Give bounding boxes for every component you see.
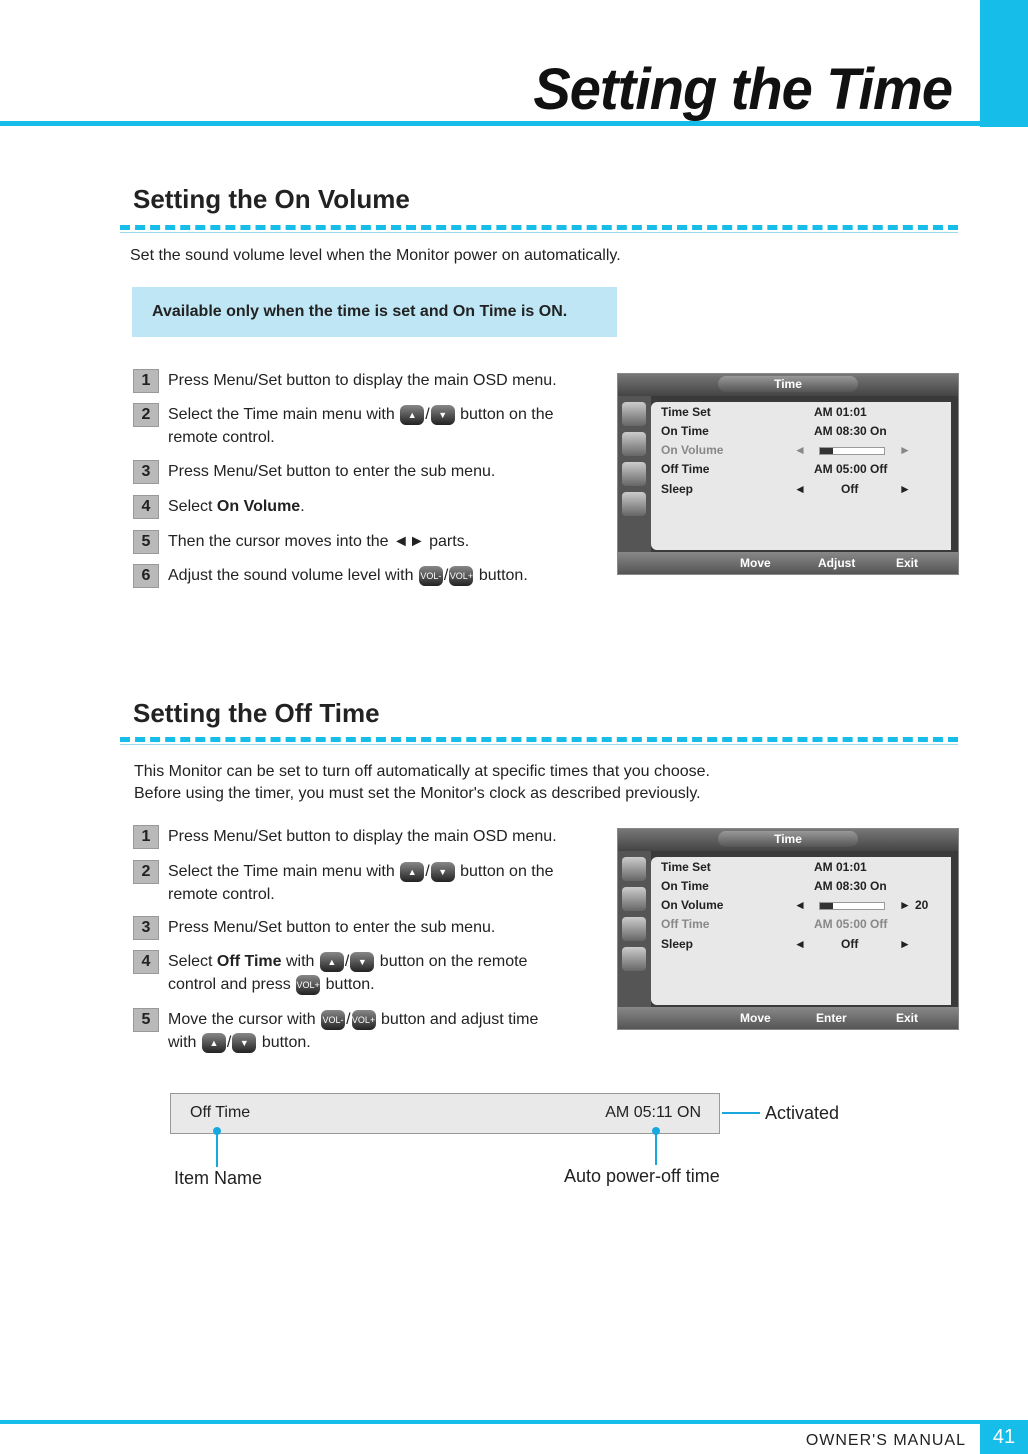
osd-footer [618,552,958,574]
osd-row-value: AM 08:30 On [814,424,887,438]
step-text: Press Menu/Set button to enter the sub menu. [168,919,496,936]
osd-footer-move: Move [740,556,771,570]
section-divider [120,225,958,230]
section-divider-line [120,232,958,233]
step-text: Press Menu/Set button to enter the sub menu. [168,463,496,480]
diagram-label-activated: Activated [765,1103,840,1123]
left-arrow-icon: ◄ [794,937,806,951]
left-arrow-icon: ◄ [794,482,806,496]
volume-slider-fill [820,448,833,454]
osd-row-value: 20 [915,898,929,912]
step-text-emphasis: Off Time [216,953,282,970]
step-text: Select the Time main menu with ▲ / ▼ button on the remote control. [168,863,554,903]
step-text-part: Select the Time main menu with [168,406,395,423]
footer-manual-label: OWNER'S MANUAL [805,1432,966,1449]
time-menu-icon [622,492,646,516]
osd-row-label: On Volume [661,898,724,912]
step-number: 1 [133,369,159,393]
osd-row-label: Sleep [661,937,694,951]
setup-menu-icon [622,917,646,941]
step-text: Adjust the sound volume level with VOL- /VOL+ button. [168,567,528,584]
section-divider [120,737,958,742]
diagram-label-auto-power-off: Auto power-off time [564,1166,720,1186]
step-number: 2 [133,403,159,427]
vol-minus-button-icon: VOL- [419,566,443,586]
page-title: Setting the Time [533,55,952,122]
step-number: 3 [133,916,159,940]
vol-plus-button-icon: VOL+ [449,566,473,586]
diagram-item-name: Off Time [190,1104,251,1121]
step-text: Press Menu/Set button to display the main OSD menu. [168,828,557,845]
down-button-icon: ▼ [431,862,455,882]
right-arrow-icon: ► [899,443,911,457]
osd-sidebar [618,396,651,552]
osd-title: Time [718,376,858,392]
step-text: Press Menu/Set button to display the main OSD menu. [168,372,557,389]
step-number: 3 [133,460,159,484]
step-number: 4 [133,950,159,974]
left-arrow-icon: ◄ [794,898,806,912]
step-number: 4 [133,495,159,519]
osd-row-label: Off Time [661,917,710,931]
up-button-icon: ▲ [400,405,424,425]
osd-row-label: On Time [661,424,709,438]
left-arrow-icon: ◄ [794,443,806,457]
osd-footer-exit: Exit [896,556,919,570]
osd-row-value: AM 05:00 Off [814,462,888,476]
step-text-part: Move the cursor with [168,1011,316,1028]
step-text-part: with [285,953,315,970]
down-button-icon: ▼ [232,1033,256,1053]
up-button-icon: ▲ [400,862,424,882]
osd-row-label: On Time [661,879,709,893]
footer-rule [0,1420,982,1424]
step-text-part: button on the [460,863,554,880]
step-text-emphasis: On Volume [216,498,301,515]
osd-row-value: AM 05:00 Off [814,917,888,931]
item-name-leader-line [216,1131,218,1167]
step-text-part: button on the remote [379,953,528,970]
section-intro-line1: This Monitor can be set to turn off automatically at specific times that you choose. [134,763,710,780]
step-text-part: Select [168,953,213,970]
step-text-part: button. [325,976,375,993]
diagram-label-item-name: Item Name [174,1168,263,1188]
step-text-part: control and press [168,976,291,993]
volume-slider [819,447,885,455]
osd-row-value: AM 01:01 [814,405,867,419]
step-text-part: with [168,1034,197,1051]
time-menu-icon [622,947,646,971]
step-text: Move the cursor with VOL- /VOL+ button and adjust time with ▲ / ▼ button. [168,1011,539,1051]
step-text-part: Select [168,498,213,515]
osd-footer-exit: Exit [896,1011,919,1025]
step-number: 5 [133,1008,159,1032]
osd-footer [618,1007,958,1029]
diagram-time-value: AM 05:11 ON [605,1104,701,1121]
osd-row-value: AM 08:30 On [814,879,887,893]
picture-menu-icon [622,402,646,426]
osd-panel [651,402,951,550]
osd-title: Time [718,831,858,847]
step-text-part: Select the Time main menu with [168,863,395,880]
osd-footer-move: Move [740,1011,771,1025]
picture-menu-icon [622,857,646,881]
osd-row-label: On Volume [661,443,724,457]
osd-screen-on-volume [617,373,959,575]
time-leader-line [655,1131,657,1165]
step-number: 2 [133,860,159,884]
step-text-part: button and adjust time [380,1011,539,1028]
header-accent-block [980,0,1028,127]
up-button-icon: ▲ [202,1033,226,1053]
step-text-part: button on the [460,406,554,423]
vol-plus-button-icon: VOL+ [296,975,320,995]
step-text: Select Off Time with ▲ / ▼ button on the remote control and press VOL+ button. [168,953,528,993]
off-time-diagram-box [170,1093,720,1134]
step-text-part: button. [261,1034,311,1051]
section-heading-off-time: Setting the Off Time [133,698,380,728]
step-number: 1 [133,825,159,849]
setup-menu-icon [622,462,646,486]
osd-footer-enter: Enter [816,1011,847,1025]
osd-row-value: AM 01:01 [814,860,867,874]
step-text-part: Adjust the sound volume level with [168,567,414,584]
step-number: 6 [133,564,159,588]
section-intro: Set the sound volume level when the Monitor power on automatically. [130,247,621,264]
step-text: Then the cursor moves into the ◄► parts. [168,533,470,550]
sound-menu-icon [622,887,646,911]
step-text: Select the Time main menu with ▲ / ▼ button on the remote control. [168,406,554,446]
down-button-icon: ▼ [350,952,374,972]
right-arrow-icon: ► [899,898,911,912]
osd-row-label: Sleep [661,482,694,496]
page-number: 41 [980,1420,1028,1454]
activated-leader-line [722,1112,760,1114]
osd-row-label: Time Set [661,405,711,419]
volume-slider-fill [820,903,833,909]
step-text-part: . [300,498,305,515]
osd-footer-adjust: Adjust [818,556,856,570]
section-divider-line [120,744,958,745]
osd-panel [651,857,951,1005]
down-button-icon: ▼ [431,405,455,425]
right-arrow-icon: ► [899,482,911,496]
osd-row-value: Off [841,482,859,496]
osd-screen-off-time [617,828,959,1030]
vol-minus-button-icon: VOL- [321,1010,345,1030]
osd-row-label: Off Time [661,462,710,476]
up-button-icon: ▲ [320,952,344,972]
right-arrow-icon: ► [899,937,911,951]
step-text-part: remote control. [168,886,275,903]
step-text-part: remote control. [168,429,275,446]
section-intro-line2: Before using the timer, you must set the Monitor's clock as described previously. [134,785,701,802]
volume-slider [819,902,885,910]
osd-title-bar [618,829,958,851]
osd-row-label: Time Set [661,860,711,874]
osd-row-value: Off [841,937,859,951]
vol-plus-button-icon: VOL+ [352,1010,376,1030]
step-number: 5 [133,530,159,554]
step-text-part: button. [478,567,528,584]
sound-menu-icon [622,432,646,456]
osd-sidebar [618,851,651,1007]
availability-notice: Available only when the time is set and On Time is ON. [132,287,617,337]
osd-title-bar [618,374,958,396]
step-text [168,495,568,518]
section-heading-on-volume: Setting the On Volume [133,184,410,214]
